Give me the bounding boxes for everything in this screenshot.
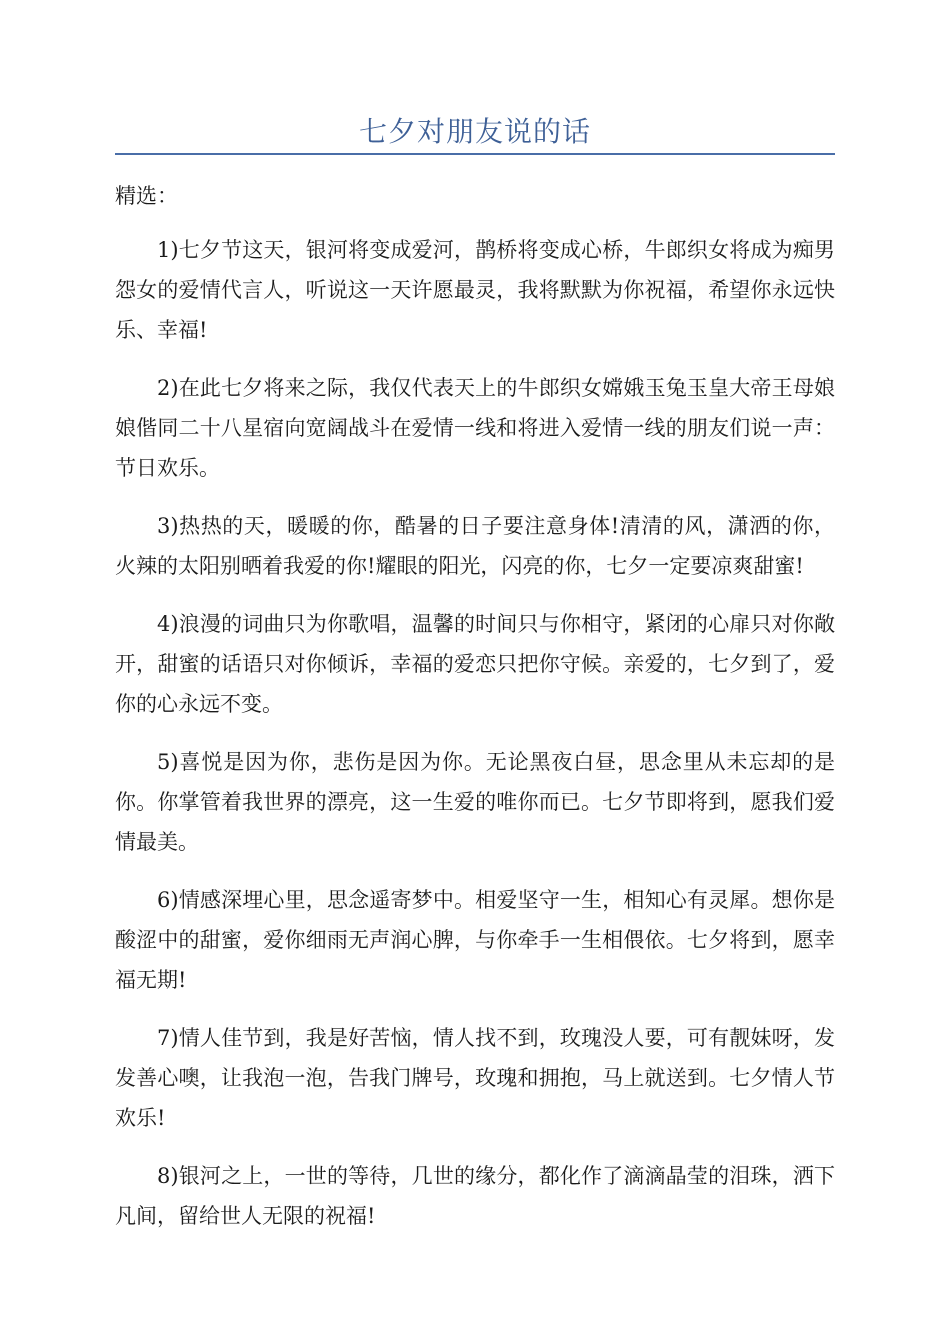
paragraph-4: 4)浪漫的词曲只为你歌唱，温馨的时间只与你相守，紧闭的心扉只对你敞开，甜蜜的话语只对你倾诉，幸福的爱恋只把你守候。亲爱的，七夕到了，爱你的心永远不变。 [115,612,835,716]
document-body [115,230,835,1254]
paragraph-8: 8)银河之上，一世的等待，几世的缘分，都化作了滴滴晶莹的泪珠，洒下凡间，留给世人无限的祝福! [115,1164,835,1228]
lead-label: 精选： [115,184,178,208]
page-title: 七夕对朋友说的话 [358,115,591,148]
paragraph-1: 1)七夕节这天，银河将变成爱河，鹊桥将变成心桥，牛郎织女将成为痴男怨女的爱情代言人，听说这一天许愿最灵，我将默默为你祝福，希望你永远快乐、幸福! [115,238,835,342]
paragraph-7: 7)情人佳节到，我是好苦恼，情人找不到，玫瑰没人要，可有靓妹呀，发发善心噢，让我泡一泡，告我门牌号，玫瑰和拥抱，马上就送到。七夕情人节欢乐! [115,1026,835,1130]
title-divider [115,153,835,155]
paragraph-6: 6)情感深埋心里，思念遥寄梦中。相爱坚守一生，相知心有灵犀。想你是酸涩中的甜蜜，爱你细雨无声润心脾，与你牵手一生相偎依。七夕将到，愿幸福无期! [115,888,835,992]
paragraph-2: 2)在此七夕将来之际，我仅代表天上的牛郎织女嫦娥玉兔玉皇大帝王母娘娘偕同二十八星宿向宽阔战斗在爱情一线和将进入爱情一线的朋友们说一声：节日欢乐。 [115,376,835,480]
paragraph-5: 5)喜悦是因为你，悲伤是因为你。无论黑夜白昼，思念里从未忘却的是你。你掌管着我世界的漂亮，这一生爱的唯你而已。七夕节即将到，愿我们爱情最美。 [115,750,835,854]
paragraph-3: 3)热热的天，暖暖的你，酷暑的日子要注意身体!清清的风，潇洒的你，火辣的太阳别晒着我爱的你!耀眼的阳光，闪亮的你，七夕一定要凉爽甜蜜! [115,514,835,578]
